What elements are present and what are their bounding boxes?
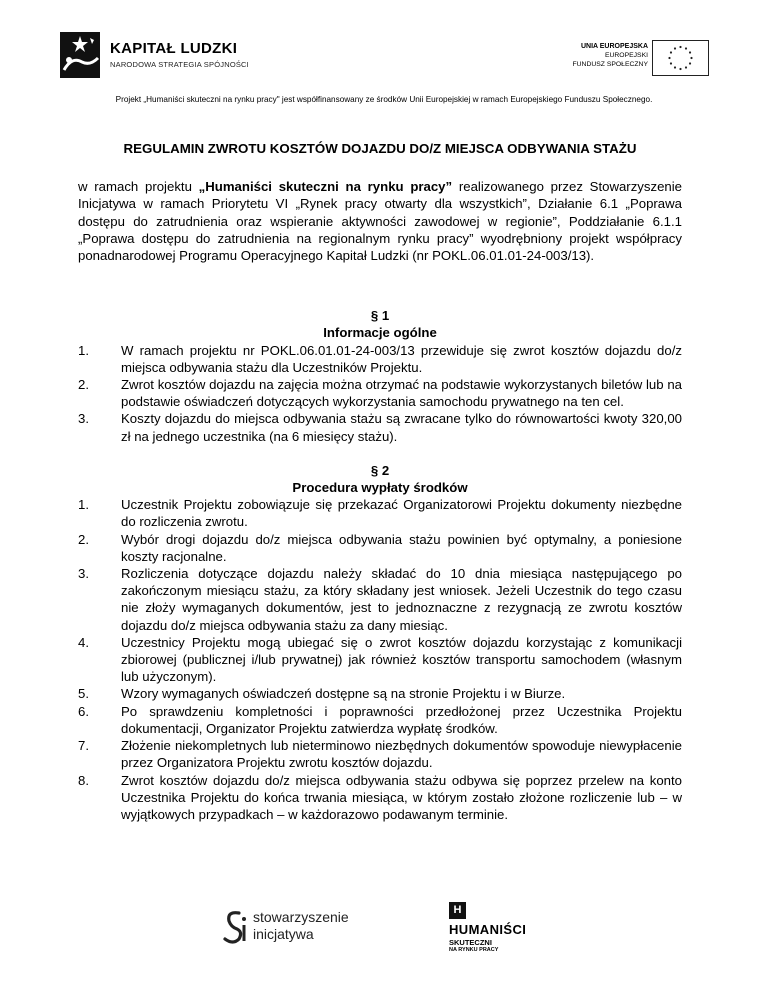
list-item-text: Uczestnicy Projektu mogą ubiegać się o zwrot kosztów dojazdu korzystając z komunikacji zbiorowej (publicznej i/lub prywatnej) jak również kosztów transportu samochodem (własnym lub użyczonym). bbox=[121, 634, 682, 685]
list-item bbox=[78, 685, 682, 702]
list-item bbox=[78, 634, 682, 686]
document-body bbox=[78, 140, 682, 823]
section-1 bbox=[78, 307, 682, 445]
list-item bbox=[78, 376, 682, 410]
eu-star-icon bbox=[674, 66, 676, 68]
project-name-highlight: „Humaniści skuteczni na rynku pracy” bbox=[198, 179, 453, 195]
list-item bbox=[78, 496, 682, 530]
stowarzyszenie-inicjatywa-text bbox=[253, 909, 349, 943]
section-2-number: § 2 bbox=[370, 462, 390, 478]
eu-star-icon bbox=[690, 57, 692, 59]
list-item-text: Wybór drogi dojazdu do/z miejsca odbywania stażu powinien być optymalny, a poniesione koszty racjonalne. bbox=[121, 531, 682, 564]
section-2-heading: Procedura wypłaty środków bbox=[292, 480, 468, 496]
eu-star-icon bbox=[668, 57, 670, 59]
list-item bbox=[78, 342, 682, 376]
eu-star-icon bbox=[674, 47, 676, 49]
kapital-ludzki-title: KAPITAŁ LUDZKI bbox=[110, 40, 238, 57]
project-cofinancing-note: Projekt „Humaniści skuteczni na rynku pracy" jest współfinansowany ze środków Unii Europejskiej w ramach Europejskiego Funduszu Społecznego. bbox=[115, 95, 653, 104]
humanisci-subtitle-1: SKUTECZNI bbox=[449, 938, 492, 947]
list-item-text: Koszty dojazdu do miejsca odbywania stażu są zwracane tylko do równowartości kwoty 320,00 zł na jednego uczestnika (na 6 miesięcy stażu). bbox=[121, 411, 682, 444]
inicjatywa-line: inicjatywa bbox=[253, 926, 314, 942]
kapital-ludzki-logo bbox=[58, 30, 249, 82]
kapital-ludzki-subtitle: NARODOWA STRATEGIA SPÓJNOŚCI bbox=[110, 60, 249, 69]
page-header bbox=[0, 0, 768, 110]
list-item-number: 8. bbox=[78, 772, 89, 788]
list-item-text: Po sprawdzeniu kompletności i poprawności przedłożonej przez Uczestnika Projektu dokumentacji, Organizator Projektu zatwierdza wypłatę środków. bbox=[121, 703, 682, 736]
eu-star-icon bbox=[679, 46, 681, 48]
eu-star-icon bbox=[685, 66, 687, 68]
list-item-text: Złożenie niekompletnych lub nieterminowo niezbędnych dokumentów spowoduje niewypłacenie przez Organizatora Projektu zwrotu kosztów dojazdu. bbox=[121, 738, 682, 771]
eu-star-icon bbox=[685, 47, 687, 49]
eu-star-icon bbox=[670, 51, 672, 53]
intro-paragraph bbox=[78, 178, 682, 264]
intro-text-after: realizowanego przez Stowarzyszenie Inicjatywa w ramach Priorytetu VI „Rynek pracy otwarty dla wszystkich”, Działanie 6.1 „Poprawa dostępu do zatrudnienia oraz wspieranie aktywności zawodowej w regionie”, Poddziałanie 6.1.1 „Poprawa dostępu do zatrudnienia na regionalnym rynku pracy” wyodrębniony projekt współpracy ponadnarodowej Programu Operacyjnego Kapitał Ludzki (nr POKL.06.01.01-24-003/13). bbox=[78, 179, 683, 264]
list-item-number: 4. bbox=[78, 634, 89, 650]
eu-star-icon bbox=[670, 62, 672, 64]
document-title: REGULAMIN ZWROTU KOSZTÓW DOJAZDU DO/Z MIEJSCA ODBYWANIA STAŻU bbox=[123, 141, 637, 156]
stowarzyszenie-inicjatywa-emblem-icon bbox=[221, 907, 249, 945]
eu-star-icon bbox=[689, 62, 691, 64]
section-1-list bbox=[78, 342, 682, 445]
eu-line-1: UNIA EUROPEJSKA bbox=[580, 43, 648, 50]
eu-flag-icon bbox=[652, 40, 709, 76]
list-item bbox=[78, 531, 682, 565]
humanisci-h-icon: H bbox=[449, 902, 466, 919]
section-1-heading: Informacje ogólne bbox=[323, 325, 437, 341]
humanisci-logo bbox=[449, 902, 549, 972]
list-item-number: 2. bbox=[78, 531, 89, 547]
list-item-number: 6. bbox=[78, 703, 89, 719]
list-item bbox=[78, 737, 682, 771]
list-item-number: 2. bbox=[78, 377, 89, 393]
stowarzyszenie-line: stowarzyszenie bbox=[253, 909, 349, 925]
list-item-number: 3. bbox=[78, 566, 89, 582]
section-1-number: § 1 bbox=[370, 308, 390, 324]
eu-star-icon bbox=[679, 68, 681, 70]
page-footer bbox=[0, 895, 768, 994]
list-item-text: Zwrot kosztów dojazdu do/z miejsca odbywania stażu odbywa się poprzez przelew na konto Uczestnika Projektu do końca trwania miesiąca, w którym zostało złożone rozliczenie lub – w wyjątkowych przypadkach – w każdorazowo podawanym terminie. bbox=[121, 772, 682, 822]
intro-text-before: w ramach projektu bbox=[78, 179, 199, 195]
list-item-text: Zwrot kosztów dojazdu na zajęcia można otrzymać na podstawie wykorzystanych biletów lub na podstawie oświadczeń dotyczących wykorzystania samochodu prywatnego na ten cel. bbox=[121, 377, 682, 410]
list-item bbox=[78, 703, 682, 737]
list-item-number: 1. bbox=[78, 342, 89, 358]
list-item-number: 7. bbox=[78, 738, 89, 754]
eu-logo-text bbox=[572, 42, 648, 69]
list-item-text: Wzory wymaganych oświadczeń dostępne są na stronie Projektu i w Biurze. bbox=[121, 686, 566, 702]
list-item-text: Uczestnik Projektu zobowiązuje się przekazać Organizatorowi Projektu dokumenty niezbędne do rozliczenia zwrotu. bbox=[121, 497, 682, 530]
kapital-ludzki-emblem-icon bbox=[58, 30, 104, 80]
list-item-number: 1. bbox=[78, 497, 89, 513]
list-item bbox=[78, 565, 682, 634]
list-item-number: 3. bbox=[78, 411, 89, 427]
humanisci-subtitle-2: NA RYNKU PRACY bbox=[449, 947, 499, 953]
eu-line-3: FUNDUSZ SPOŁECZNY bbox=[572, 61, 648, 68]
section-2-list bbox=[78, 496, 682, 823]
eu-line-2: EUROPEJSKI bbox=[604, 52, 648, 59]
eu-star-icon bbox=[689, 51, 691, 53]
humanisci-name: HUMANIŚCI bbox=[449, 922, 527, 937]
eu-logo bbox=[570, 40, 710, 76]
list-item bbox=[78, 772, 682, 824]
list-item-text: W ramach projektu nr POKL.06.01.01-24-003/13 przewiduje się zwrot kosztów dojazdu do/z miejsca odbywania stażu dla Uczestników Projektu. bbox=[121, 342, 682, 375]
section-2 bbox=[78, 462, 682, 823]
stowarzyszenie-inicjatywa-logo bbox=[221, 905, 351, 951]
list-item bbox=[78, 410, 682, 444]
list-item-number: 5. bbox=[78, 686, 89, 702]
list-item-text: Rozliczenia dotyczące dojazdu należy składać do 10 dnia miesiąca następującego po zakończonym miesiącu stażu, za który składany jest wniosek. Jeżeli Uczestnik do tego czasu nie złoży wymaganych dokumentów, jest to jednoznaczne z rezygnacją ze zwrotu kosztów dojazdu do/z miejsca odbywania stażu za dany miesiąc. bbox=[121, 566, 682, 633]
